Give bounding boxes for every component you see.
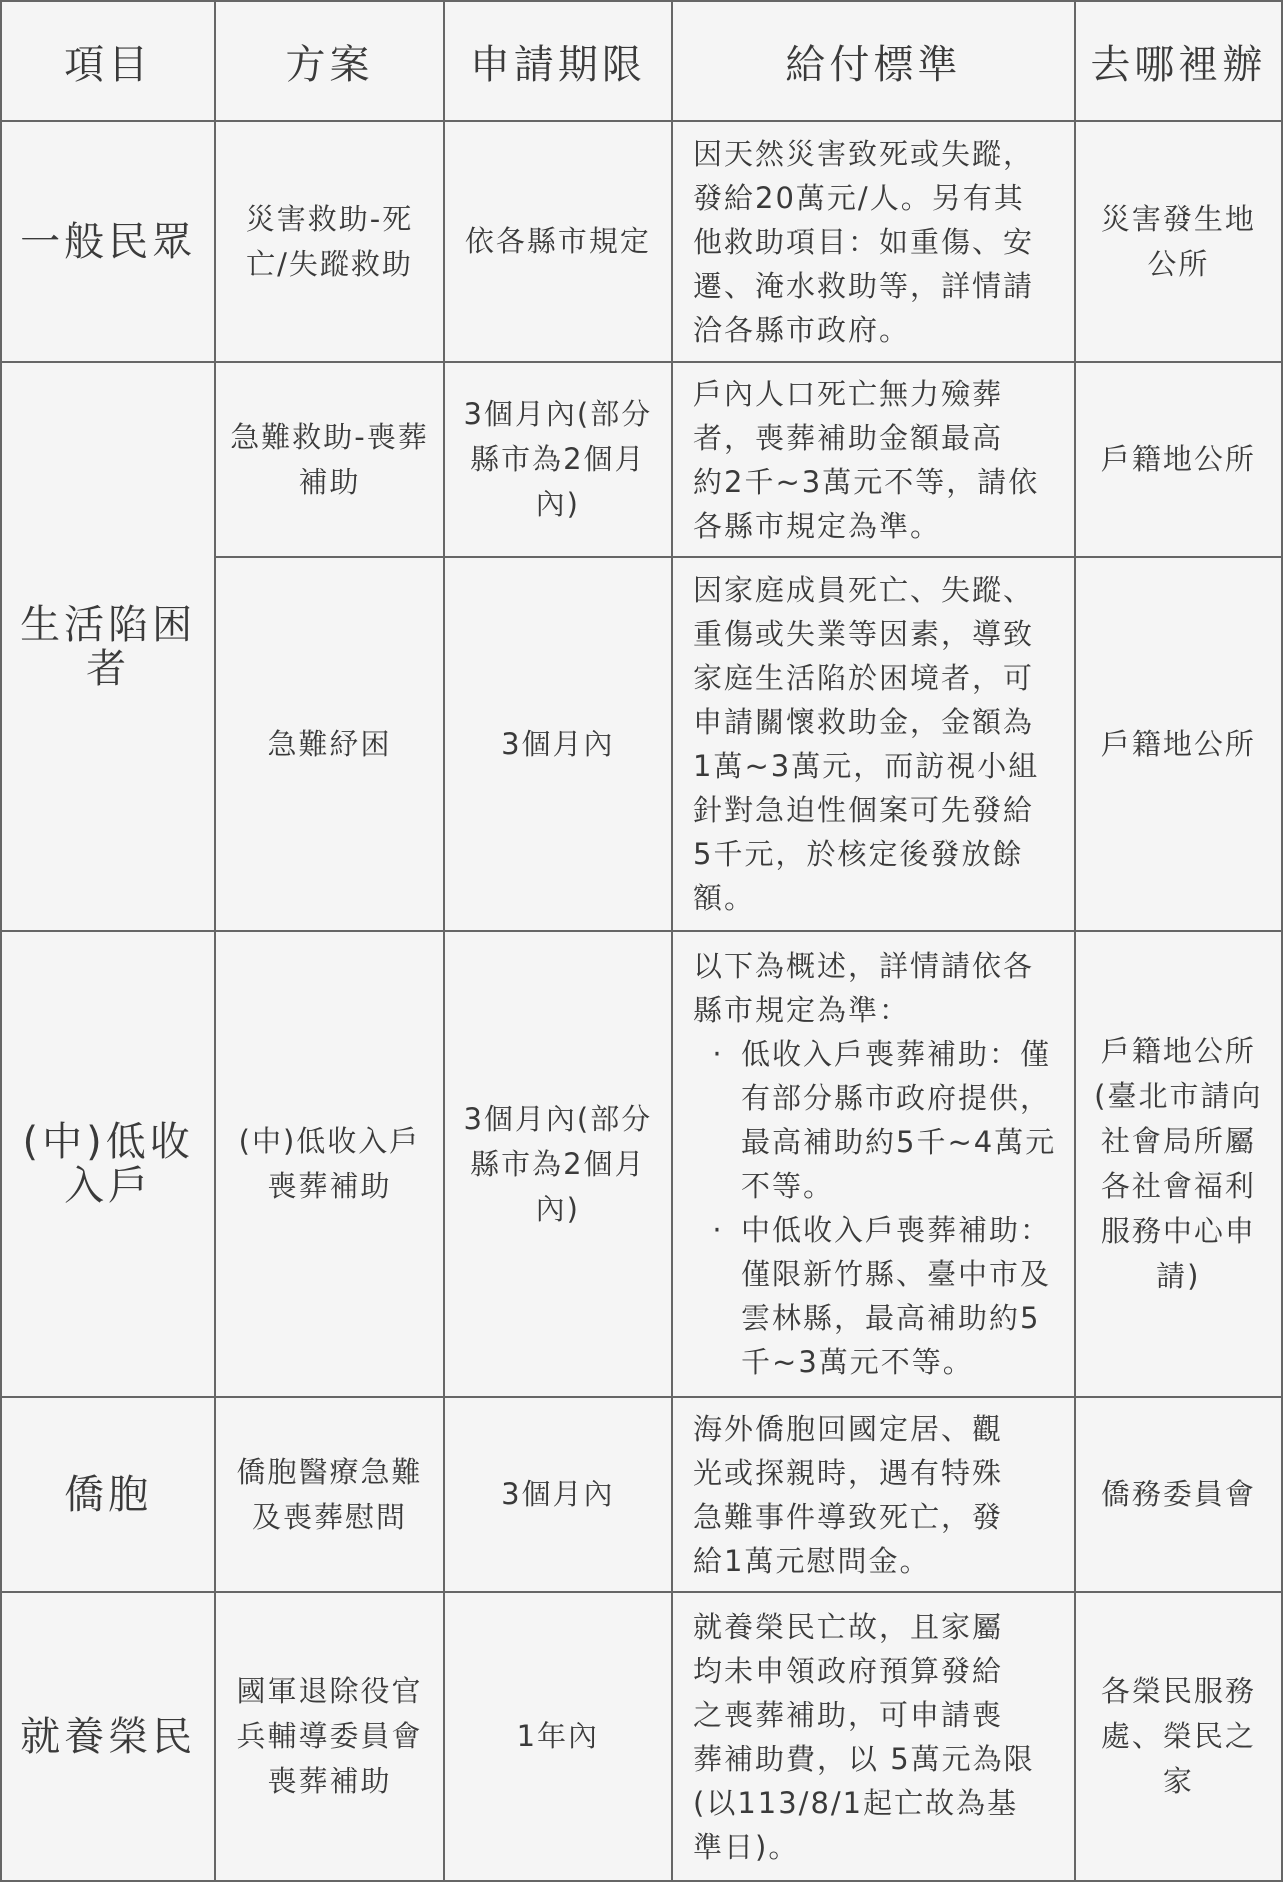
standard-line: 因家庭成員死亡、失蹤、 [693, 573, 1035, 607]
bullet-text: 低收入戶喪葬補助：僅有部分縣市政府提供，最高補助約5千~4萬元不等。 [741, 1037, 1057, 1203]
standard-line: 額。 [693, 881, 756, 915]
header-item: 項目 [1, 1, 215, 121]
standard-line: 縣市規定為準： [693, 993, 911, 1027]
standard-line: (以113/8/1起亡故為基 [693, 1785, 1019, 1820]
bullet-mark: · [712, 1037, 724, 1071]
plan-cell: 僑胞醫療急難及喪葬慰問 [215, 1397, 443, 1592]
standard-cell [672, 1592, 1075, 1881]
period-cell: 3個月內(部分縣市為2個月內) [444, 931, 672, 1397]
category-cell: 生活陷困者 [1, 362, 215, 931]
period-cell: 3個月內(部分縣市為2個月內) [444, 362, 672, 557]
standard-line: 戶內人口死亡無力殮葬 [693, 376, 1004, 411]
bullet-text: 中低收入戶喪葬補助：僅限新竹縣、臺中市及雲林縣，最高補助約5千~3萬元不等。 [741, 1213, 1052, 1379]
standard-line: 均未申領政府預算發給 [693, 1653, 1004, 1688]
standard-cell [672, 121, 1075, 362]
category-cell: 僑胞 [1, 1397, 215, 1592]
bullet-mark: · [712, 1213, 724, 1247]
period-cell: 1年內 [444, 1592, 672, 1881]
standard-line: 準日)。 [693, 1829, 800, 1864]
standard-line: 各縣市規定為準。 [693, 508, 942, 543]
standard-line: 他救助項目：如重傷、安 [693, 224, 1035, 259]
standard-line: 就養榮民亡故，且家屬 [693, 1609, 1004, 1644]
period-cell: 3個月內 [444, 557, 672, 931]
standard-line: 光或探親時，遇有特殊 [693, 1455, 1004, 1490]
standard-line: 申請關懷救助金，金額為 [693, 705, 1035, 739]
standard-line: 葬補助費，以 5萬元為限 [693, 1741, 1035, 1776]
standard-line: 之喪葬補助，可申請喪 [693, 1697, 1004, 1732]
standard-line: 針對急迫性個案可先發給 [693, 793, 1035, 827]
standard-cell [672, 362, 1075, 557]
where-cell: 戶籍地公所 [1075, 557, 1282, 931]
standard-cell [672, 1397, 1075, 1592]
standard-line: 遷、淹水救助等，詳情請 [693, 268, 1035, 303]
standard-line: 以下為概述，詳情請依各 [693, 949, 1035, 983]
standard-line: 5千元，於核定後發放餘 [693, 837, 1024, 871]
category-cell: (中)低收入戶 [1, 931, 215, 1397]
table-row [1, 931, 1282, 1397]
bullet-item [693, 1208, 1062, 1384]
standard-cell [672, 931, 1075, 1397]
standard-line: 者，喪葬補助金額最高 [693, 420, 1004, 455]
where-cell: 戶籍地公所(臺北市請向社會局所屬各社會福利服務中心申請) [1075, 931, 1282, 1397]
header-period: 申請期限 [444, 1, 672, 121]
table-row [1, 121, 1282, 362]
standard-line: 海外僑胞回國定居、觀 [693, 1411, 1004, 1446]
standard-line: 重傷或失業等因素，導致 [693, 617, 1035, 651]
header-row [1, 1, 1282, 121]
where-cell: 僑務委員會 [1075, 1397, 1282, 1592]
bullet-item [693, 1032, 1062, 1208]
period-cell: 依各縣市規定 [444, 121, 672, 362]
standard-line: 給1萬元慰問金。 [693, 1543, 931, 1578]
header-where: 去哪裡辦 [1075, 1, 1282, 121]
plan-cell: 國軍退除役官兵輔導委員會喪葬補助 [215, 1592, 443, 1881]
where-cell: 災害發生地公所 [1075, 121, 1282, 362]
standard-line: 發給20萬元/人。另有其 [693, 180, 1025, 215]
standard-line: 洽各縣市政府。 [693, 312, 911, 347]
header-standard: 給付標準 [672, 1, 1075, 121]
plan-cell: 急難紓困 [215, 557, 443, 931]
category-cell: 一般民眾 [1, 121, 215, 362]
where-cell: 戶籍地公所 [1075, 362, 1282, 557]
standard-line: 家庭生活陷於困境者，可 [693, 661, 1035, 695]
plan-cell: 急難救助-喪葬補助 [215, 362, 443, 557]
category-cell: 就養榮民 [1, 1592, 215, 1881]
standard-line: 急難事件導致死亡，發 [693, 1499, 1004, 1534]
header-plan: 方案 [215, 1, 443, 121]
table-row [1, 1397, 1282, 1592]
table-row [1, 1592, 1282, 1881]
standard-line: 1萬~3萬元，而訪視小組 [693, 749, 1040, 783]
table-row [1, 362, 1282, 557]
plan-cell: (中)低收入戶喪葬補助 [215, 931, 443, 1397]
standard-cell [672, 557, 1075, 931]
standard-line: 因天然災害致死或失蹤， [693, 136, 1035, 171]
where-cell: 各榮民服務處、榮民之家 [1075, 1592, 1282, 1881]
period-cell: 3個月內 [444, 1397, 672, 1592]
standard-line: 約2千~3萬元不等，請依 [693, 464, 1040, 499]
plan-cell: 災害救助-死亡/失蹤救助 [215, 121, 443, 362]
